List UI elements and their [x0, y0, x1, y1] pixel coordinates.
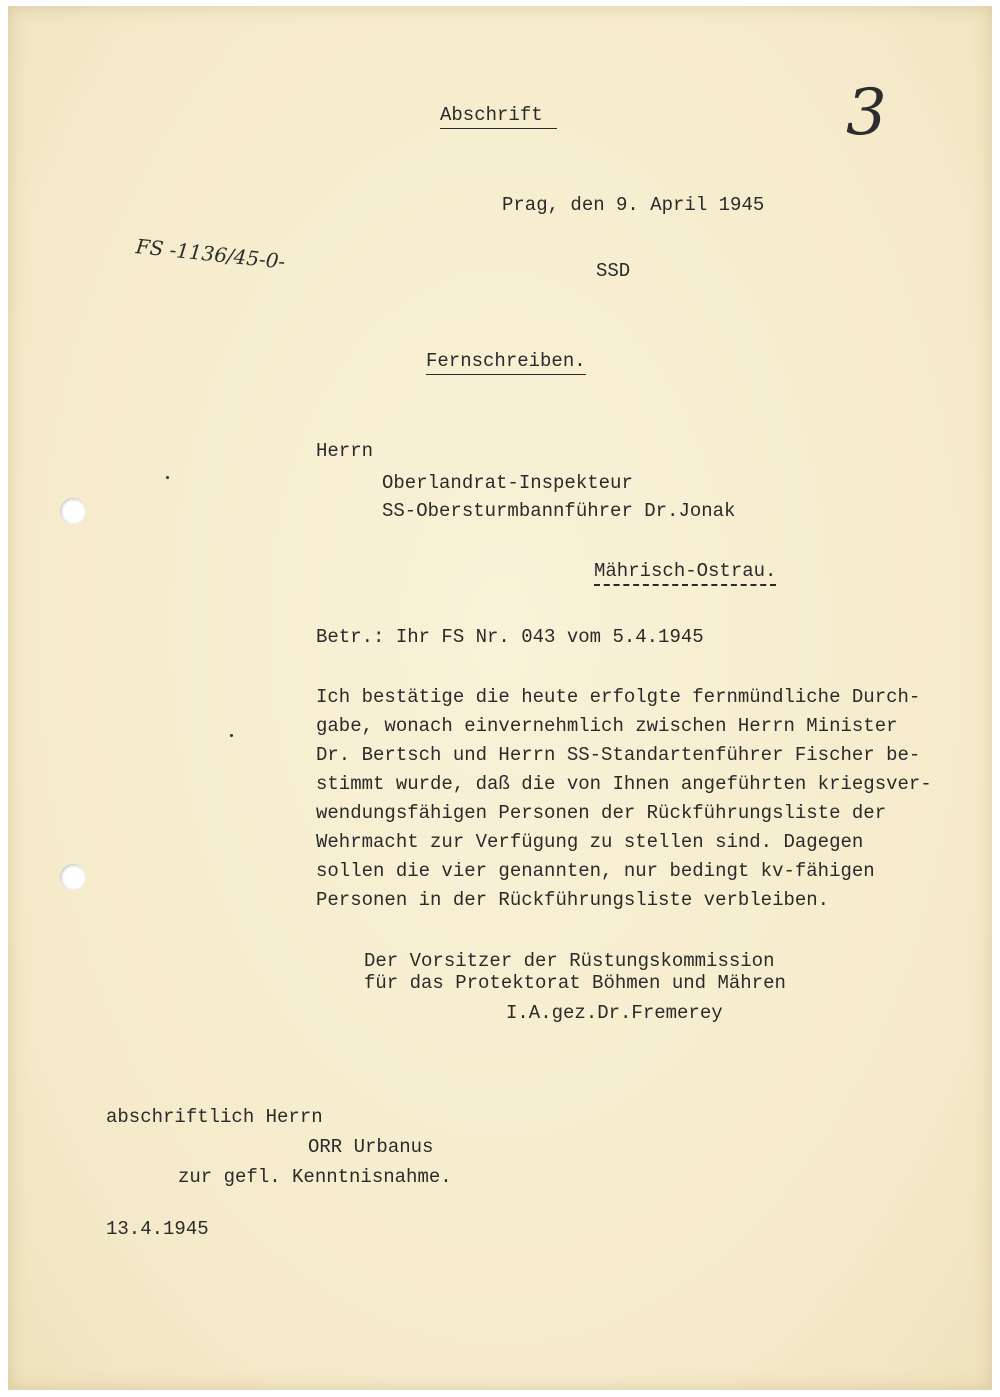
copy-note-date: 13.4.1945 — [106, 1218, 209, 1240]
recipient-title: Oberlandrat-Inspekteur — [382, 472, 633, 494]
document-type: Fernschreiben. — [426, 352, 586, 375]
body-line: Ich bestätige die heute erfolgte fernmündliche Durch- — [316, 686, 921, 708]
place-date: Prag, den 9. April 1945 — [502, 194, 765, 216]
recipient-salutation: Herrn — [316, 440, 374, 462]
copy-note-recipient: ORR Urbanus — [308, 1136, 434, 1158]
body-line: stimmt wurde, daß die von Ihnen angeführten kriegsver- — [316, 773, 932, 795]
punch-hole-bottom — [60, 864, 86, 890]
copy-heading — [440, 106, 557, 129]
body-line: Dr. Bertsch und Herrn SS-Standartenführer Fischer be- — [316, 744, 921, 766]
copy-note-line: zur gefl. Kenntnisnahme. — [178, 1166, 452, 1188]
body-line: Personen in der Rückführungsliste verbleiben. — [316, 889, 830, 911]
signature-name: I.A.gez.Dr.Fremerey — [506, 1002, 723, 1024]
body-line: wendungsfähigen Personen der Rückführungsliste der — [316, 802, 887, 824]
subject-line: Betr.: Ihr FS Nr. 043 vom 5.4.1945 — [316, 626, 704, 648]
ink-speck — [166, 476, 169, 479]
copy-label: Abschrift — [440, 104, 543, 126]
body-line: sollen die vier genannten, nur bedingt kv-fähigen — [316, 860, 875, 882]
document-page — [8, 6, 992, 1390]
body-line: Wehrmacht zur Verfügung zu stellen sind. Dagegen — [316, 831, 864, 853]
ink-speck — [230, 734, 233, 737]
copy-note-line: abschriftlich Herrn — [106, 1106, 323, 1128]
body-line: gabe, wonach einvernehmlich zwischen Herrn Minister — [316, 715, 898, 737]
signature-line: Der Vorsitzer der Rüstungskommission — [364, 950, 775, 972]
recipient-name: SS-Obersturmbannführer Dr.Jonak — [382, 500, 736, 522]
signature-line: für das Protektorat Böhmen und Mähren — [364, 972, 786, 994]
recipient-location: Mährisch-Ostrau. — [594, 562, 776, 586]
transmission-code: SSD — [596, 260, 631, 282]
punch-hole-top — [60, 498, 86, 524]
reference-handwritten: FS -1136/45-0- — [134, 234, 287, 274]
page-number-handwritten: 3 — [846, 76, 887, 150]
